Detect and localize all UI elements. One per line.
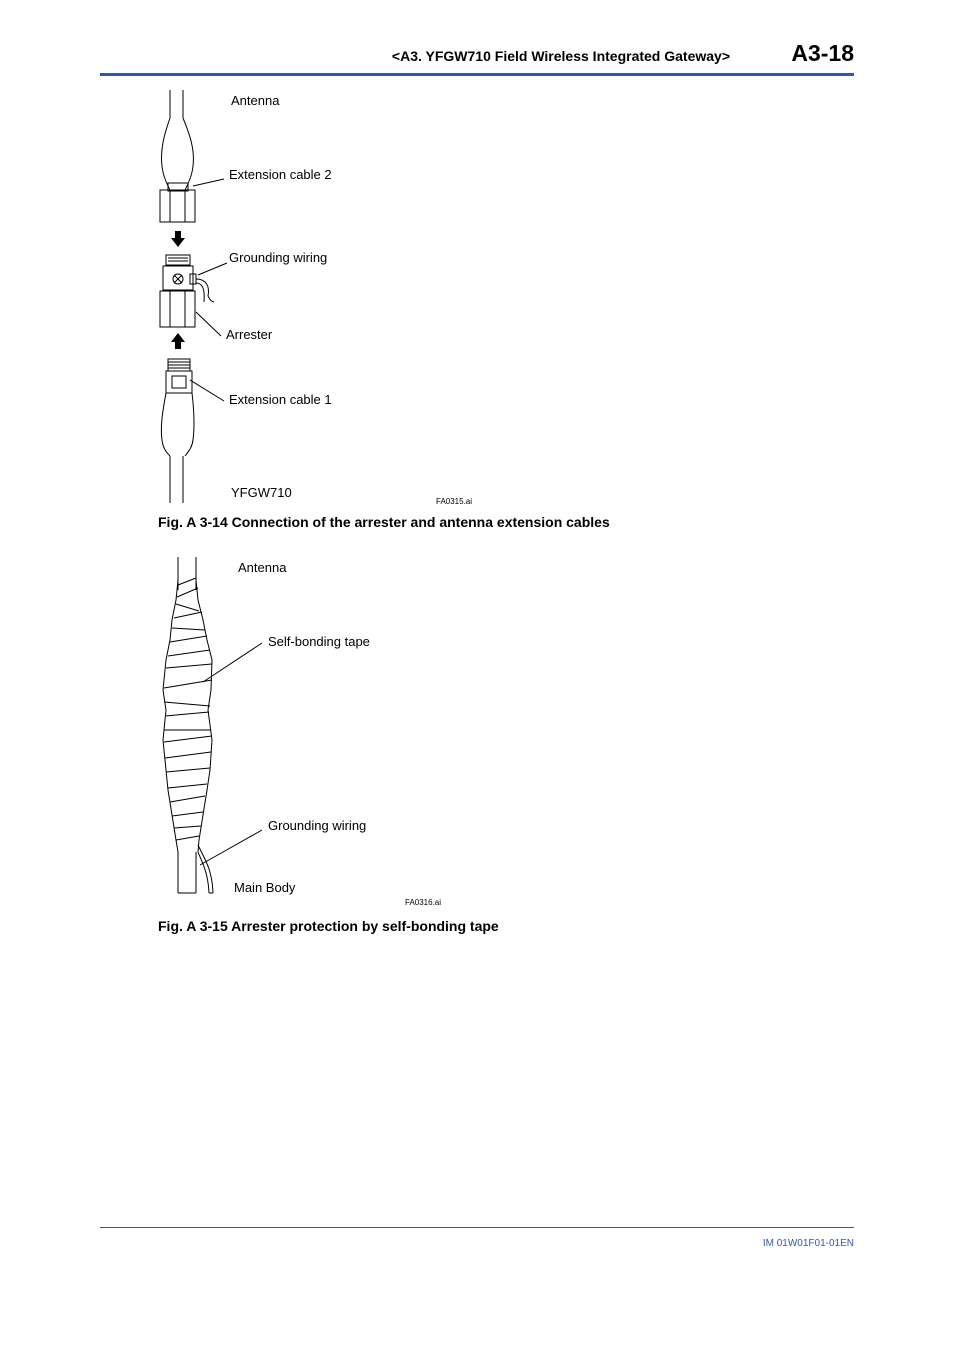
label-extension-cable-2: Extension cable 2 <box>229 167 332 182</box>
figure-15-leader-lines <box>200 643 262 865</box>
section-title: <A3. YFGW710 Field Wireless Integrated Gateway> <box>391 48 730 64</box>
taped-arrester <box>163 557 213 893</box>
label-grounding-wiring: Grounding wiring <box>229 250 328 265</box>
label-yfgw710: YFGW710 <box>231 485 292 500</box>
figure-14-file-tag: FA0315.ai <box>436 497 473 506</box>
label-extension-cable-1: Extension cable 1 <box>229 392 332 407</box>
label-main-body: Main Body <box>234 880 296 895</box>
figure-15-caption: Fig. A 3-15 Arrester protection by self-bonding tape <box>158 918 499 934</box>
figure-15-file-tag: FA0316.ai <box>405 898 442 907</box>
document-number: IM 01W01F01-01EN <box>762 1238 854 1249</box>
footer-rule <box>100 1227 854 1228</box>
label-antenna: Antenna <box>231 93 280 108</box>
figure-14-caption: Fig. A 3-14 Connection of the arrester and antenna extension cables <box>158 514 610 530</box>
label-grounding-wiring-2: Grounding wiring <box>268 818 367 833</box>
label-self-bonding-tape: Self-bonding tape <box>268 634 370 649</box>
label-arrester: Arrester <box>226 327 273 342</box>
page-number: A3-18 <box>791 40 854 66</box>
label-antenna-2: Antenna <box>238 560 287 575</box>
